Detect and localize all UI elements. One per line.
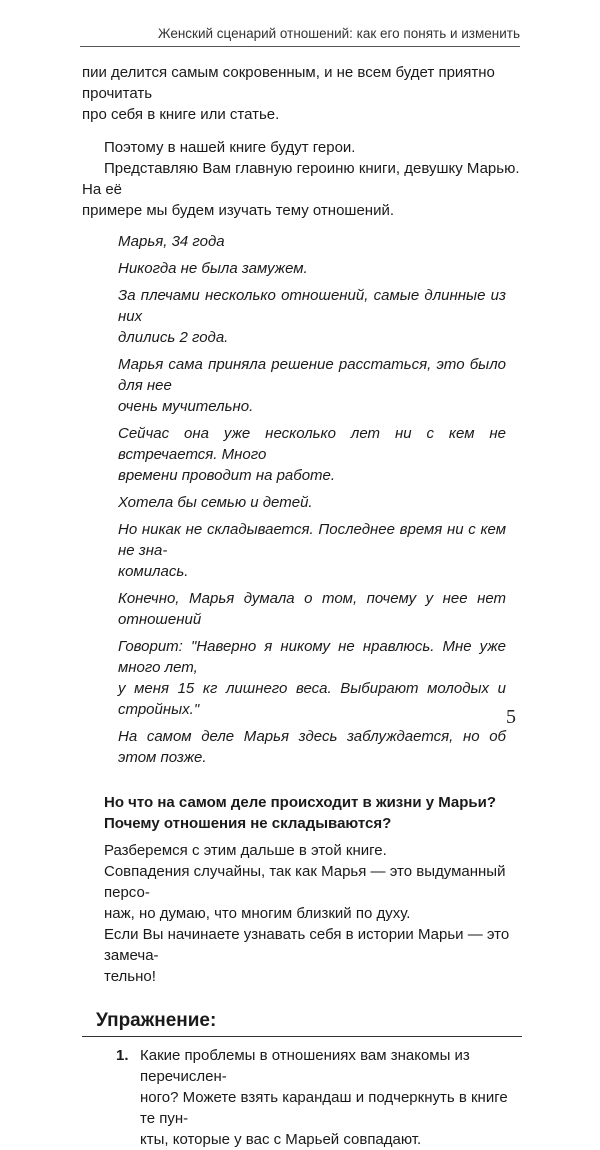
- profile-item: На самом деле Марья здесь заблуждается, но об этом позже.: [118, 728, 506, 766]
- profile-item: Хотела бы семью и детей.: [118, 494, 313, 511]
- profile-item: Никогда не была замужем.: [118, 260, 308, 277]
- discussion-block: [82, 840, 522, 987]
- text-line: Совпадения случайны, так как Марья — это выдуманный персо-: [104, 863, 506, 901]
- text-line: кты, которые у вас с Марьей совпадают.: [140, 1131, 422, 1148]
- text-line: про себя в книге или статье.: [82, 106, 280, 123]
- page-number: 5: [506, 706, 516, 728]
- profile-item: За плечами несколько отношений, самые длинные из них длились 2 года.: [118, 287, 506, 346]
- profile-item: Марья, 34 года: [118, 233, 225, 250]
- heroes-paragraph-1: Поэтому в нашей книге будут герои.: [104, 139, 356, 156]
- question-2: Почему отношения не складываются?: [104, 815, 392, 832]
- text-line: ного? Можете взять карандаш и подчеркнуть в книге те пун-: [140, 1089, 508, 1127]
- profile-item: Конечно, Марья думала о том, почему у нее нет отношений: [118, 590, 506, 628]
- discussion-paragraph-1: Разберемся с этим дальше в этой книге.: [104, 842, 387, 859]
- exercise-item: [82, 1045, 522, 1150]
- text-line: Какие проблемы в отношениях вам знакомы из перечислен-: [140, 1047, 470, 1085]
- text-line: наж, но думаю, что многим близкий по духу.: [104, 905, 411, 922]
- discussion-paragraph-3: [104, 924, 522, 987]
- text-line: Если Вы начинаете узнавать себя в истории Марьи — это замеча-: [104, 926, 510, 964]
- profile-item: Марья сама приняла решение расстаться, это было для нее очень мучительно.: [118, 356, 506, 415]
- questions-block: [82, 792, 522, 834]
- question-1: Но что на самом деле происходит в жизни у Марьи?: [104, 794, 497, 811]
- text-line: Представляю Вам главную героиню книги, девушку Марью. На её: [82, 160, 520, 198]
- header-divider: [80, 46, 520, 47]
- intro-paragraph: [82, 62, 522, 125]
- profile-item: Но никак не складывается. Последнее время ни с кем не зна- комилась.: [118, 521, 506, 580]
- exercise-heading: Упражнение:: [82, 1009, 522, 1037]
- heroes-paragraph-2: [82, 158, 522, 221]
- exercise-item-number: 1.: [116, 1047, 129, 1064]
- text-line: тельно!: [104, 968, 156, 985]
- text-line: пии делится самым сокровенным, и не всем будет приятно прочитать: [82, 64, 495, 102]
- running-header: Женский сценарий отношений: как его понять и изменить: [158, 26, 520, 41]
- profile-item: Говорит: "Наверно я никому не нравлюсь. Мне уже много лет, у меня 15 кг лишнего веса. Выбирают молодых и стройных.": [118, 638, 506, 718]
- maria-profile: [82, 231, 522, 768]
- text-line: примере мы будем изучать тему отношений.: [82, 202, 395, 219]
- profile-item: Сейчас она уже несколько лет ни с кем не встречается. Много времени проводит на работе.: [118, 425, 506, 484]
- page-body: [82, 62, 522, 1150]
- discussion-paragraph-2: [104, 861, 522, 924]
